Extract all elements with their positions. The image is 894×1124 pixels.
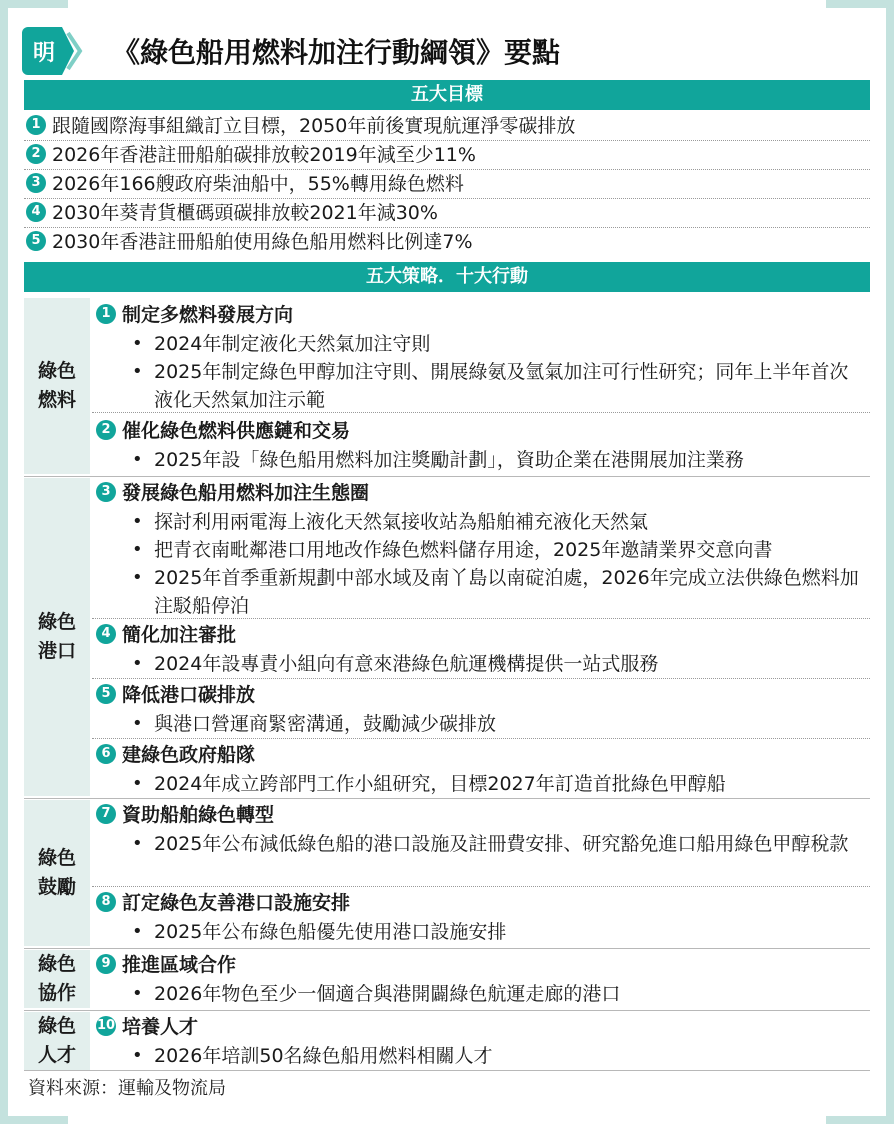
- category-label: 綠色協作: [37, 953, 76, 1004]
- group-divider: [24, 1010, 870, 1011]
- action-bullet: • 2026年培訓50名綠色船用燃料相關人才: [92, 1042, 870, 1070]
- goal-number: 5: [26, 231, 46, 251]
- goal-number: 3: [26, 173, 46, 193]
- action-bullet: • 2025年首季重新規劃中部水域及南丫島以南碇泊處，2026年完成立法供綠色燃料加注駁船停泊: [92, 564, 870, 620]
- action-item: [92, 620, 870, 679]
- goal-text: 2030年香港註冊船舶使用綠色船用燃料比例達7%: [52, 231, 473, 253]
- goal-number: 2: [26, 144, 46, 164]
- action-item: [92, 680, 870, 739]
- action-number: 5: [96, 684, 116, 704]
- category-green-fuel: [24, 298, 90, 474]
- action-title: 資助船舶綠色轉型: [122, 804, 275, 826]
- category-label: 綠色鼓勵: [37, 847, 76, 898]
- action-item: [92, 416, 870, 476]
- action-item: [92, 950, 870, 1008]
- action-number: 2: [96, 420, 116, 440]
- action-title: 推進區域合作: [122, 954, 237, 976]
- action-title: 制定多燃料發展方向: [122, 304, 294, 326]
- action-number: 10: [96, 1016, 116, 1036]
- category-green-port: [24, 478, 90, 796]
- action-title: 培養人才: [122, 1016, 199, 1038]
- action-item: [92, 300, 870, 413]
- action-bullet: • 2024年制定液化天然氣加注守則: [92, 330, 870, 358]
- goal-text: 2030年葵青貨櫃碼頭碳排放較2021年減30%: [52, 202, 438, 224]
- action-number: 7: [96, 804, 116, 824]
- newspaper-logo-icon: [22, 27, 86, 75]
- group-divider: [24, 1070, 870, 1071]
- action-item: [92, 1012, 870, 1070]
- action-bullet: • 2026年物色至少一個適合與港開闢綠色航運走廊的港口: [92, 980, 870, 1008]
- action-item: [92, 888, 870, 946]
- action-bullet: • 2025年公布減低綠色船的港口設施及註冊費安排、研究豁免進口船用綠色甲醇稅款: [92, 830, 870, 858]
- action-item: [92, 800, 870, 887]
- action-heading: [92, 1012, 870, 1042]
- frame-corner-right: [886, 0, 894, 1124]
- frame-corner-top-right: [826, 0, 894, 8]
- group-divider: [24, 948, 870, 949]
- group-divider: [24, 476, 870, 477]
- action-heading: [92, 800, 870, 830]
- goal-number: 1: [26, 115, 46, 135]
- action-bullet: • 與港口營運商緊密溝通，鼓勵減少碳排放: [92, 710, 870, 738]
- action-heading: [92, 740, 870, 770]
- action-heading: [92, 416, 870, 446]
- action-number: 6: [96, 744, 116, 764]
- goal-text: 2026年166艘政府柴油船中，55%轉用綠色燃料: [52, 173, 464, 195]
- action-title: 建綠色政府船隊: [122, 744, 256, 766]
- action-heading: [92, 888, 870, 918]
- category-label: 綠色人才: [37, 1015, 76, 1066]
- action-title: 簡化加注審批: [122, 624, 237, 646]
- frame-corner-left: [0, 0, 8, 1124]
- goals-banner: 五大目標: [24, 80, 870, 110]
- action-number: 8: [96, 892, 116, 912]
- category-label: 綠色港口: [37, 611, 76, 662]
- header: [22, 25, 872, 77]
- goal-number: 4: [26, 202, 46, 222]
- strategies-banner: 五大策略．十大行動: [24, 262, 870, 292]
- action-bullet: • 2024年設專責小組向有意來港綠色航運機構提供一站式服務: [92, 650, 870, 678]
- category-green-talent: [24, 1012, 90, 1070]
- action-number: 9: [96, 954, 116, 974]
- action-number: 4: [96, 624, 116, 644]
- frame-corner-bottom-left: [0, 1116, 68, 1124]
- action-heading: [92, 620, 870, 650]
- action-bullet: • 2025年公布綠色船優先使用港口設施安排: [92, 918, 870, 946]
- action-title: 訂定綠色友善港口設施安排: [122, 892, 351, 914]
- frame-corner-top-left: [0, 0, 68, 8]
- action-bullet: • 2024年成立跨部門工作小組研究，目標2027年訂造首批綠色甲醇船: [92, 770, 870, 798]
- category-green-incentive: [24, 800, 90, 946]
- goal-item: [24, 112, 870, 141]
- action-number: 1: [96, 304, 116, 324]
- goal-item: [24, 199, 870, 228]
- logo-text: 明: [32, 40, 56, 66]
- frame-corner-bottom-right: [826, 1116, 894, 1124]
- goal-text: 2026年香港註冊船舶碳排放較2019年減至少11%: [52, 144, 476, 166]
- action-heading: [92, 680, 870, 710]
- action-title: 發展綠色船用燃料加注生態圈: [122, 482, 370, 504]
- goal-item: [24, 228, 870, 256]
- goal-item: [24, 170, 870, 199]
- goal-item: [24, 141, 870, 170]
- action-title: 催化綠色燃料供應鏈和交易: [122, 420, 351, 442]
- action-bullet: • 2025年設「綠色船用燃料加注獎勵計劃」，資助企業在港開展加注業務: [92, 446, 870, 474]
- action-heading: [92, 950, 870, 980]
- group-divider: [24, 798, 870, 799]
- page-title: 《綠色船用燃料加注行動綱領》要點: [112, 36, 561, 69]
- action-title: 降低港口碳排放: [122, 684, 256, 706]
- action-bullet: • 把青衣南毗鄰港口用地改作綠色燃料儲存用途，2025年邀請業界交意向書: [92, 536, 870, 564]
- source-note: 資料來源：運輸及物流局: [28, 1078, 226, 1099]
- category-green-collaboration: [24, 950, 90, 1008]
- action-bullet: • 探討利用兩電海上液化天然氣接收站為船舶補充液化天然氣: [92, 508, 870, 536]
- action-heading: [92, 300, 870, 330]
- action-bullet: • 2025年制定綠色甲醇加注守則、開展綠氨及氫氣加注可行性研究；同年上半年首次液化天然氣加注示範: [92, 358, 870, 414]
- action-number: 3: [96, 482, 116, 502]
- goal-text: 跟隨國際海事組織訂立目標，2050年前後實現航運淨零碳排放: [52, 115, 576, 137]
- action-heading: [92, 478, 870, 508]
- category-label: 綠色燃料: [37, 360, 76, 411]
- action-item: [92, 740, 870, 798]
- action-item: [92, 478, 870, 619]
